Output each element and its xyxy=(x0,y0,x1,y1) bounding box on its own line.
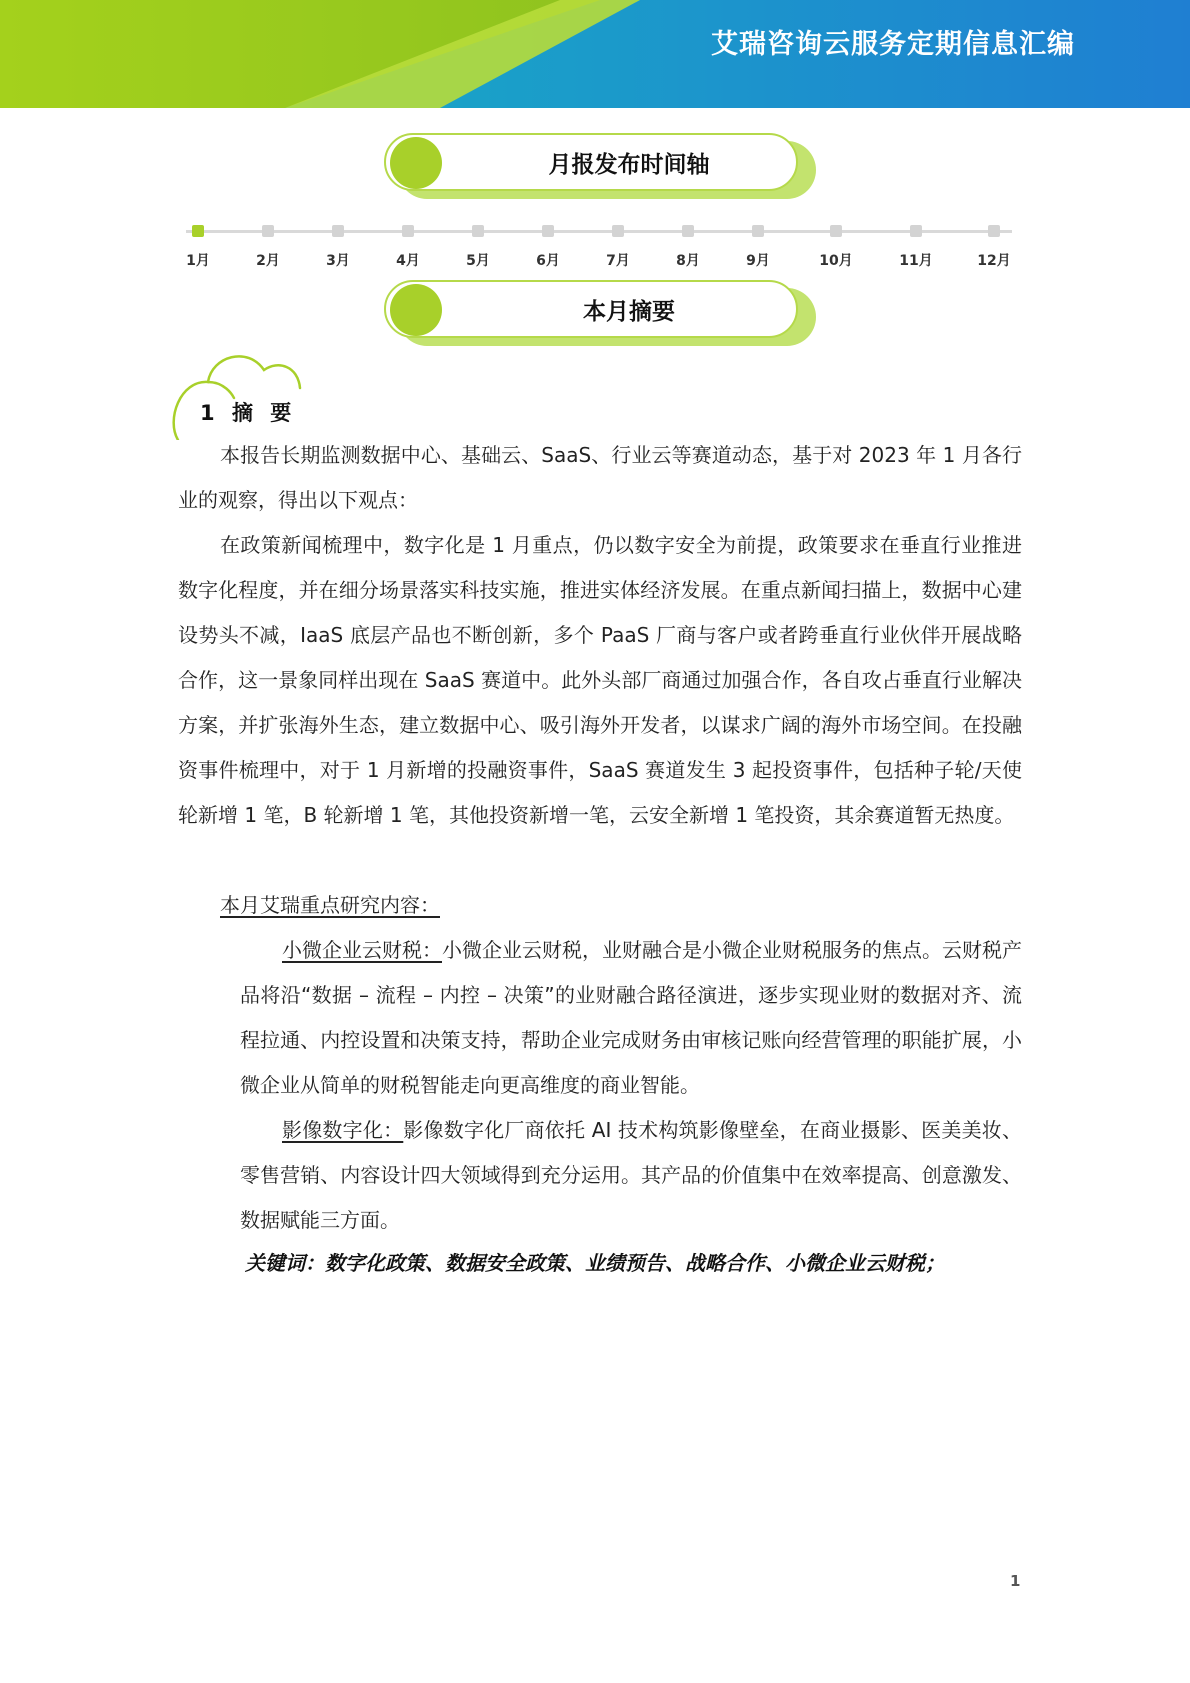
research-item-2-body: 影像数字化厂商依托 AI 技术构筑影像壁垒，在商业摄影、医美美妆、零售营销、内容设计四大领域得到充分运用。其产品的价值集中在效率提高、创意激发、数据赋能三方面。 xyxy=(240,1118,1023,1232)
research-item-2-text xyxy=(240,1108,1022,1243)
timeline-node-7 xyxy=(612,225,624,237)
research-item-1-label: 小微企业云财税： xyxy=(282,938,442,962)
timeline-month-label: 10月 xyxy=(819,253,853,269)
timeline-month-label: 6月 xyxy=(536,253,560,269)
timeline-node-3 xyxy=(332,225,344,237)
research-item-2 xyxy=(240,1108,1022,1243)
timeline-month-label: 9月 xyxy=(746,253,770,269)
header-title: 艾瑞咨询云服务定期信息汇编 xyxy=(711,29,1075,60)
timeline-month-label: 8月 xyxy=(676,253,700,269)
timeline-line xyxy=(186,230,1012,233)
timeline-node-5 xyxy=(472,225,484,237)
timeline-month-label: 7月 xyxy=(606,253,630,269)
research-item-1 xyxy=(240,928,1022,1108)
timeline-month-label: 2月 xyxy=(256,253,280,269)
research-heading-block xyxy=(178,883,1022,928)
research-item-1-text xyxy=(240,928,1022,1108)
timeline-month-label: 12月 xyxy=(977,253,1011,269)
timeline-month-label: 11月 xyxy=(899,253,933,269)
research-item-1-body: 小微企业云财税，业财融合是小微企业财税服务的焦点。云财税产品将沿“数据 – 流程 – 内控 – 决策”的业财融合路径演进，逐步实现业财的数据对齐、流程拉通、内控设置和决策支持，帮助企业完成财务由审核记账向经营管理的职能扩展，小微企业从简单的财税智能走向更高维度的商业智能。 xyxy=(240,938,1022,1097)
timeline-node-2 xyxy=(262,225,274,237)
timeline-node-11 xyxy=(910,225,922,237)
pill-circle-icon xyxy=(390,137,442,189)
timeline-month-label: 4月 xyxy=(396,253,420,269)
summary-pill xyxy=(384,280,816,350)
timeline-node-1 xyxy=(192,225,204,237)
keywords-line: 关键词：数字化政策、数据安全政策、业绩预告、战略合作、小微企业云财税； xyxy=(245,1251,945,1275)
section-title xyxy=(200,397,296,427)
month-timeline xyxy=(186,222,1012,272)
intro-paragraph: 本报告长期监测数据中心、基础云、SaaS、行业云等赛道动态，基于对 2023 年 1 月各行业的观察，得出以下观点： xyxy=(178,443,1022,512)
section-label: 摘 要 xyxy=(231,401,297,425)
intro-paragraph-block xyxy=(178,433,1022,523)
timeline-node-6 xyxy=(542,225,554,237)
header-banner xyxy=(0,0,1190,108)
timeline-month-label: 1月 xyxy=(186,253,210,269)
policy-paragraph-block xyxy=(178,523,1022,838)
timeline-month-label: 3月 xyxy=(326,253,350,269)
timeline-pill xyxy=(384,133,816,203)
section-heading xyxy=(172,340,312,440)
timeline-month-label: 5月 xyxy=(466,253,490,269)
research-heading: 本月艾瑞重点研究内容： xyxy=(220,893,440,917)
summary-pill-label: 本月摘要 xyxy=(583,299,675,325)
timeline-node-9 xyxy=(752,225,764,237)
timeline-node-4 xyxy=(402,225,414,237)
page-number: 1 xyxy=(1010,1572,1021,1590)
timeline-node-10 xyxy=(830,225,842,237)
timeline-node-8 xyxy=(682,225,694,237)
section-number: 1 xyxy=(200,401,220,425)
research-heading-line xyxy=(178,883,1022,928)
pill-circle-icon xyxy=(390,284,442,336)
timeline-node-12 xyxy=(988,225,1000,237)
research-item-2-label: 影像数字化： xyxy=(282,1118,404,1142)
timeline-pill-label: 月报发布时间轴 xyxy=(548,152,710,178)
policy-paragraph: 在政策新闻梳理中，数字化是 1 月重点，仍以数字安全为前提，政策要求在垂直行业推进数字化程度，并在细分场景落实科技实施，推进实体经济发展。在重点新闻扫描上，数据中心建设势头不减，IaaS 底层产品也不断创新，多个 PaaS 厂商与客户或者跨垂直行业伙伴开展战略合作，这一景象同样出现在 SaaS 赛道中。此外头部厂商通过加强合作，各自攻占垂直行业解决方案，并扩张海外生态，建立数据中心、吸引海外开发者，以谋求广阔的海外市场空间。在投融资事件梳理中，对于 1 月新增的投融资事件，SaaS 赛道发生 3 起投资事件，包括种子轮/天使轮新增 1 笔，B 轮新增 1 笔，其他投资新增一笔，云安全新增 1 笔投资，其余赛道暂无热度。 xyxy=(178,533,1022,827)
